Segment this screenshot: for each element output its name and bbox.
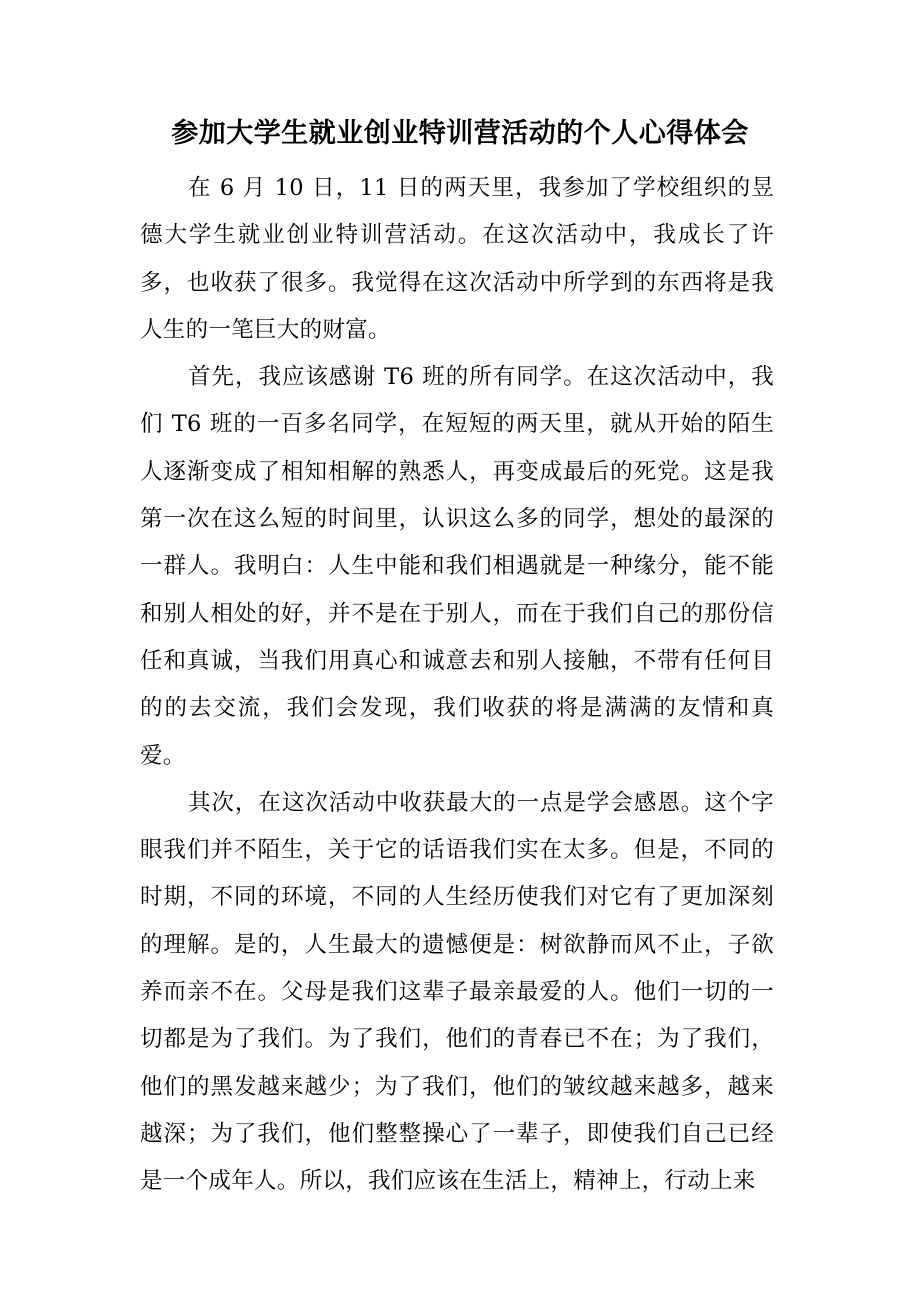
document-body (140, 165, 774, 1206)
paragraph-gratitude: 其次，在这次活动中收获最大的一点是学会感恩。这个字眼我们并不陌生，关于它的话语我们实在太多。但是，不同的时期，不同的环境，不同的人生经历使我们对它有了更加深刻的理解。是的，人生最大的遗憾便是：树欲静而风不止，子欲养而亲不在。父母是我们这辈子最亲最爱的人。他们一切的一切都是为了我们。为了我们，他们的青春已不在；为了我们，他们的黑发越来越少；为了我们，他们的皱纹越来越多，越来越深；为了我们，他们整整操心了一辈子，即使我们自己已经是一个成年人。所以，我们应该在生活上，精神上，行动上来 (140, 789, 774, 1195)
paragraph-intro: 在 6 月 10 日，11 日的两天里，我参加了学校组织的昱德大学生就业创业特训营活动。在这次活动中，我成长了许多，也收获了很多。我觉得在这次活动中所学到的东西将是我人生的一笔巨大的财富。 (140, 175, 774, 343)
document-title: 参加大学生就业创业特训营活动的个人心得体会 (171, 118, 749, 149)
paragraph-classmates: 首先，我应该感谢 T6 班的所有同学。在这次活动中，我们 T6 班的一百多名同学，在短短的两天里，就从开始的陌生人逐渐变成了相知相解的熟悉人，再变成最后的死党。这是我第一次在这么短的时间里，认识这么多的同学，想处的最深的一群人。我明白：人生中能和我们相遇就是一种缘分，能不能和别人相处的好，并不是在于别人，而在于我们自己的那份信任和真诚，当我们用真心和诚意去和别人接触，不带有任何目的的去交流，我们会发现，我们收获的将是满满的友情和真爱。 (140, 364, 774, 769)
